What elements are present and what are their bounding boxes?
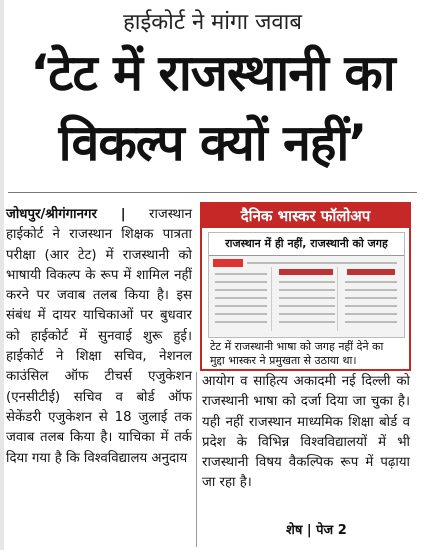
thumbnail-subhead (347, 269, 395, 275)
thumbnail-red-label (213, 259, 243, 267)
thumbnail-text-line (247, 262, 397, 264)
thumbnail-text-line (215, 321, 267, 323)
headline-line-1: ‘टेट में राजस्थानी का (30, 44, 395, 102)
followup-thumbnail (208, 232, 405, 338)
thumbnail-headline: राजस्थान में ही नहीं, राजस्थानी को जगह (209, 233, 404, 256)
thumbnail-text-line (279, 313, 335, 315)
thumbnail-text-line (345, 313, 397, 315)
thumbnail-text-line (345, 305, 397, 307)
thumbnail-text-line (215, 281, 267, 283)
thumbnail-text-line (345, 297, 397, 299)
headline-line-2: विकल्प क्यों नहीं’ (58, 114, 367, 172)
byline: जोधपुर/श्रीगंगानगर | (6, 207, 126, 222)
followup-box-title: दैनिक भास्कर फॉलोअप (202, 204, 409, 228)
left-column-text: राजस्थान हाईकोर्ट ने राजस्थान शिक्षक पात्रता परीक्षा (आर टेट) में राजस्थानी को भाषायी विकल्प के रूप में शामिल नहीं करने पर जवाब तलब किया है। इस संबंध में दायर याचिकाओं पर बुधवार को हाईकोर्ट में सुनवाई शुरू हुई। हाईकोर्ट ने शिक्षा सचिव, नेशनल काउंसिल ऑफ टीचर्स एजुकेशन (एनसीटीई) सचिव व बोर्ड ऑफ सेकेंडरी एजुकेशन से 18 जुलाई तक जवाब तलब किया है। याचिका में तर्क दिया गया है कि विश्वविद्यालय अनुदाय (6, 207, 192, 466)
thumbnail-text-line (279, 305, 335, 307)
thumbnail-text-line (215, 289, 267, 291)
article-left-column (6, 205, 192, 469)
thumbnail-subhead (279, 269, 333, 275)
thumbnail-text-line (279, 297, 335, 299)
thumbnail-text-line (279, 281, 335, 283)
thumbnail-text-line (215, 297, 267, 299)
thumbnail-text-line (345, 289, 397, 291)
continued-on-page: शेष | पेज 2 (286, 523, 347, 538)
thumbnail-text-line (215, 313, 267, 315)
followup-box (200, 202, 411, 371)
thumbnail-text-line (279, 289, 335, 291)
kicker: हाईकोर्ट ने मांगा जवाब (123, 10, 302, 35)
right-column-text: आयोग व साहित्य अकादमी नई दिल्ली को राजस्थानी भाषा को दर्जा दिया जा चुका है। यही नहीं राजस्थान माध्यमिक शिक्षा बोर्ड व प्रदेश के विभिन्न विश्वविद्यालयों में भी राजस्थानी विषय वैकल्पिक रूप में पढ़ाया जा रहा है। (202, 374, 410, 491)
headline-rule (8, 192, 417, 193)
thumbnail-text-line (279, 321, 335, 323)
thumbnail-text-line (215, 305, 267, 307)
thumbnail-text-line (345, 321, 397, 323)
followup-caption: टेट में राजस्थानी भाषा को जगह नहीं देने का मुद्दा भास्कर ने प्रमुखता से उठाया था। (210, 340, 384, 367)
article-right-column (202, 372, 410, 494)
page-edge (0, 0, 4, 550)
column-divider (196, 372, 197, 547)
thumbnail-text-line (345, 281, 397, 283)
thumbnail-text-line (215, 273, 267, 275)
